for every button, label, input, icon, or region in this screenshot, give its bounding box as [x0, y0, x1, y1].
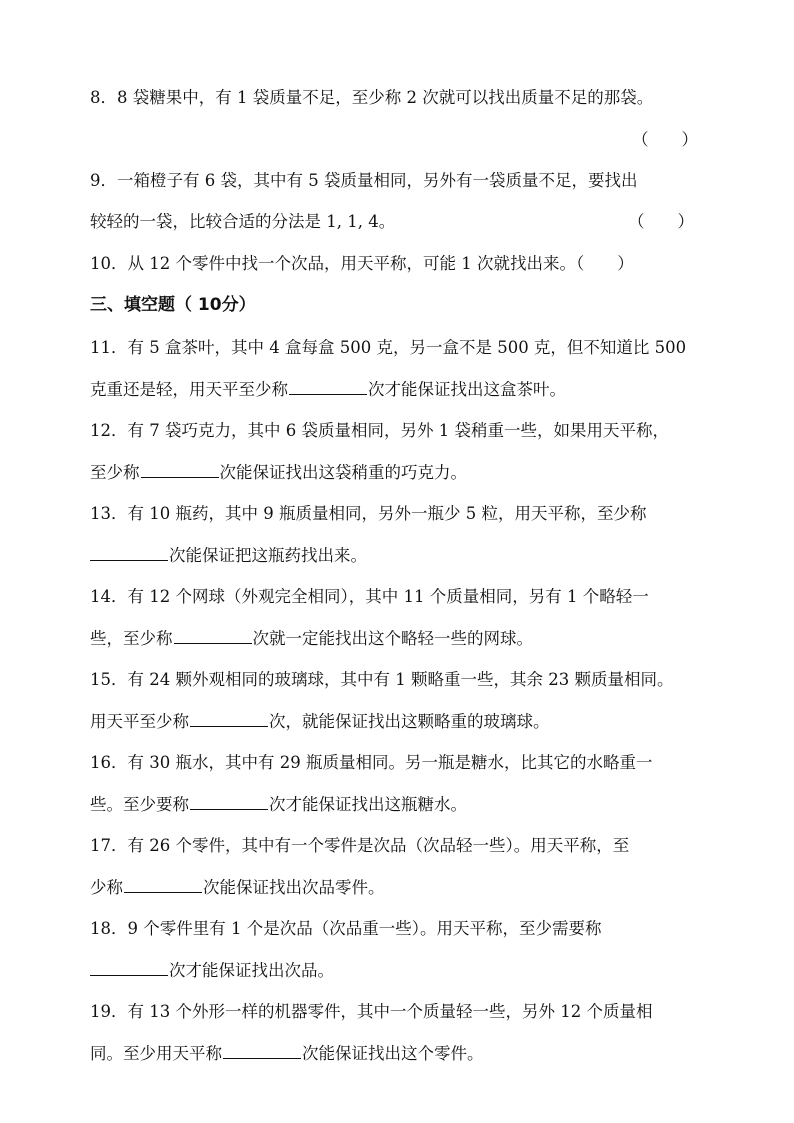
question-18-answer-blank[interactable] [90, 958, 168, 976]
question-16-line-2-prefix: 些。至少要称 [90, 795, 189, 814]
question-15-line-2-prefix: 用天平至少称 [90, 712, 189, 731]
question-19-answer-blank[interactable] [223, 1041, 301, 1059]
question-15-line-1: 15．有 24 颗外观相同的玻璃球，其中有 1 颗略重一些，其余 23 颗质量相同。 [90, 670, 674, 689]
question-16-line-2-suffix: 次才能保证找出这瓶糖水。 [269, 795, 467, 814]
question-16-line-1: 16．有 30 瓶水，其中有 29 瓶质量相同。另一瓶是糖水，比其它的水略重一 [90, 753, 653, 772]
question-12-line-2 [90, 460, 710, 485]
question-9-answer-parentheses[interactable]: （ ） [628, 212, 694, 231]
question-18-line-2-suffix: 次才能保证找出次品。 [169, 961, 334, 980]
question-13-answer-blank[interactable] [90, 543, 168, 561]
question-19-line-2-prefix: 同。至少用天平称 [90, 1044, 222, 1063]
question-17-line-2 [90, 875, 710, 900]
question-11-line-2-prefix: 克重还是轻，用天平至少称 [90, 380, 288, 399]
question-15-line-2-suffix: 次，就能保证找出这颗略重的玻璃球。 [269, 712, 550, 731]
question-14-line-2 [90, 626, 710, 651]
section-3-title: 三、填空题（ 10分） [90, 295, 256, 315]
question-11-line-2-suffix: 次才能保证找出这盒茶叶。 [368, 380, 566, 399]
question-15-line-2 [90, 709, 710, 734]
question-14-line-2-suffix: 次就一定能找出这个略轻一些的网球。 [252, 629, 533, 648]
question-19-line-2-suffix: 次能保证找出这个零件。 [302, 1044, 484, 1063]
question-12-line-2-suffix: 次能保证找出这袋稍重的巧克力。 [219, 463, 467, 482]
question-11-line-2 [90, 377, 710, 402]
question-17-line-2-prefix: 少称 [90, 878, 123, 897]
question-16-answer-blank[interactable] [190, 792, 268, 810]
question-11-answer-blank[interactable] [289, 377, 367, 395]
question-8-line-1: 8．8 袋糖果中，有 1 袋质量不足，至少称 2 次就可以找出质量不足的那袋。 [90, 88, 654, 107]
question-8-answer-parentheses[interactable]: （ ） [632, 130, 698, 149]
question-13-line-1: 13．有 10 瓶药，其中 9 瓶质量相同，另外一瓶少 5 粒，用天平称，至少称 [90, 504, 647, 523]
question-12-line-2-prefix: 至少称 [90, 463, 140, 482]
question-9-line-1: 9．一箱橙子有 6 袋，其中有 5 袋质量相同，另外有一袋质量不足，要找出 [90, 171, 638, 190]
question-10-line-1: 10．从 12 个零件中找一个次品，用天平称，可能 1 次就找出来。（ ） [90, 254, 634, 273]
question-11-line-1: 11．有 5 盒茶叶，其中 4 盒每盒 500 克，另一盒不是 500 克，但不知道比 500 [90, 338, 687, 357]
question-13-line-2 [90, 543, 710, 568]
question-14-line-2-prefix: 些，至少称 [90, 629, 173, 648]
question-15-answer-blank[interactable] [190, 709, 268, 727]
question-13-line-2-suffix: 次能保证把这瓶药找出来。 [169, 546, 367, 565]
question-14-line-1: 14．有 12 个网球（外观完全相同），其中 11 个质量相同，另有 1 个略轻一 [90, 587, 649, 606]
question-14-answer-blank[interactable] [174, 626, 252, 644]
question-16-line-2 [90, 792, 710, 817]
question-19-line-2 [90, 1041, 710, 1066]
question-9-line-2: 较轻的一袋，比较合适的分法是 1, 1, 4。 [90, 212, 396, 231]
question-12-answer-blank[interactable] [141, 460, 219, 478]
question-18-line-1: 18．9 个零件里有 1 个是次品（次品重一些）。用天平称，至少需要称 [90, 919, 602, 938]
question-12-line-1: 12．有 7 袋巧克力，其中 6 袋质量相同，另外 1 袋稍重一些，如果用天平称， [90, 421, 669, 440]
question-17-line-2-suffix: 次能保证找出次品零件。 [203, 878, 385, 897]
question-19-line-1: 19．有 13 个外形一样的机器零件，其中一个质量轻一些，另外 12 个质量相 [90, 1002, 653, 1021]
question-17-line-1: 17．有 26 个零件，其中有一个零件是次品（次品轻一些）。用天平称，至 [90, 836, 630, 855]
question-17-answer-blank[interactable] [124, 875, 202, 893]
question-18-line-2 [90, 958, 710, 983]
